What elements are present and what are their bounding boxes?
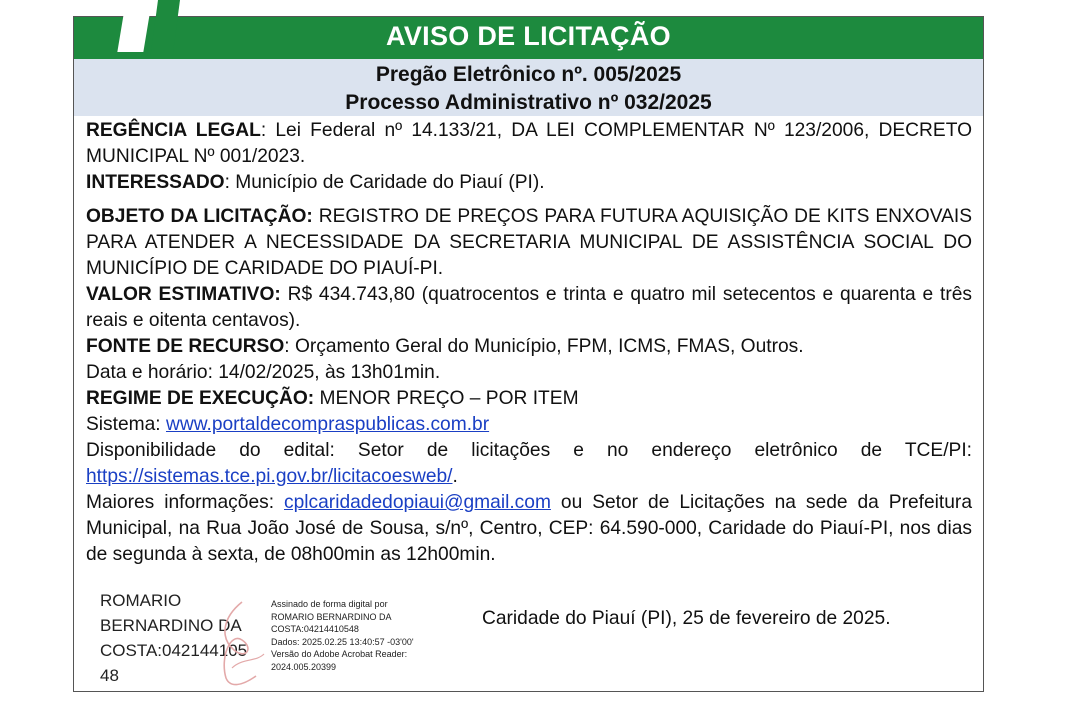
interessado-text: : Município de Caridade do Piauí (PI). (224, 172, 545, 193)
edital-paragraph (86, 438, 972, 490)
valor-text: R$ 434.743,80 (quatrocentos e trinta e quatro mil setecentos e quarenta e três reais e oitenta centavos). (86, 284, 972, 331)
edital-text: Disponibilidade do edital: Setor de licitações e no endereço eletrônico de TCE/PI: (86, 440, 972, 461)
signer-name-line: COSTA:042144105 (100, 641, 248, 660)
fonte-paragraph (86, 334, 972, 360)
signature-detail-line: Dados: 2025.02.25 13:40:57 -03'00' (271, 636, 414, 647)
sistema-paragraph (86, 412, 972, 438)
valor-paragraph (86, 282, 972, 334)
regencia-text: : Lei Federal nº 14.133/21, DA LEI COMPLEMENTAR Nº 123/2006, DECRETO MUNICIPAL Nº 001/2023. (86, 120, 972, 167)
notice-body (86, 118, 972, 568)
regencia-label: REGÊNCIA LEGAL (86, 120, 261, 141)
signer-name-line: 48 (100, 666, 119, 685)
signature-detail-line: Versão do Adobe Acrobat Reader: (271, 649, 408, 659)
objeto-paragraph (86, 204, 972, 282)
signature-detail-line: ROMARIO BERNARDINO DA (271, 611, 392, 622)
info-label: Maiores informações: (86, 492, 285, 513)
digital-signature-details (271, 598, 414, 673)
processo-number: Processo Administrativo nº 032/2025 (345, 91, 712, 114)
info-email-link[interactable]: cplcaridadedopiaui@gmail.com (284, 492, 551, 513)
fonte-text: : Orçamento Geral do Município, FPM, ICMS, FMAS, Outros. (284, 336, 804, 357)
sistema-label: Sistema: (86, 414, 166, 435)
page-title: AVISO DE LICITAÇÃO (386, 21, 671, 51)
data-paragraph: Data e horário: 14/02/2025, às 13h01min. (86, 362, 441, 383)
signature-detail-line: COSTA:04214410548 (271, 624, 359, 634)
signature-detail-line: Assinado de forma digital por (271, 599, 388, 609)
sistema-link[interactable]: www.portaldecompraspublicas.com.br (165, 414, 490, 435)
valor-label: VALOR ESTIMATIVO: (86, 284, 281, 305)
regime-paragraph (86, 386, 972, 412)
signer-name-line: BERNARDINO DA (100, 616, 242, 635)
place-date: Caridade do Piauí (PI), 25 de fevereiro de 2025. (482, 608, 891, 629)
fonte-label: FONTE DE RECURSO (86, 336, 285, 357)
signature-detail-line: 2024.005.20399 (271, 661, 337, 672)
pregao-number: Pregão Eletrônico nº. 005/2025 (375, 63, 682, 86)
interessado-paragraph (86, 170, 972, 196)
info-text: ou Setor de Licitações na sede da Prefeitura Municipal, na Rua João José de Sousa, s/nº, Centro, CEP: 64.590-000, Caridade do Piauí-PI, nos dias de segunda à sexta, de 08h00min as 12h00min. (86, 492, 972, 565)
signer-name-line: ROMARIO (100, 591, 182, 610)
signature-scribble (212, 598, 272, 690)
regime-text: MENOR PREÇO – POR ITEM (314, 388, 579, 409)
regime-label: REGIME DE EXECUÇÃO: (86, 388, 315, 409)
interessado-label: INTERESSADO (86, 172, 225, 193)
edital-link[interactable]: https://sistemas.tce.pi.gov.br/licitacoesweb/ (86, 466, 453, 487)
regencia-paragraph (86, 118, 972, 170)
objeto-text: REGISTRO DE PREÇOS PARA FUTURA AQUISIÇÃO DE KITS ENXOVAIS PARA ATENDER A NECESSIDADE DA SECRETARIA MUNICIPAL DE ASSISTÊNCIA SOCIAL DO MUNICÍPIO DE CARIDADE DO PIAUÍ-PI. (86, 206, 972, 279)
edital-end: . (452, 466, 458, 487)
objeto-label: OBJETO DA LICITAÇÃO: (86, 206, 313, 227)
info-paragraph (86, 490, 972, 568)
